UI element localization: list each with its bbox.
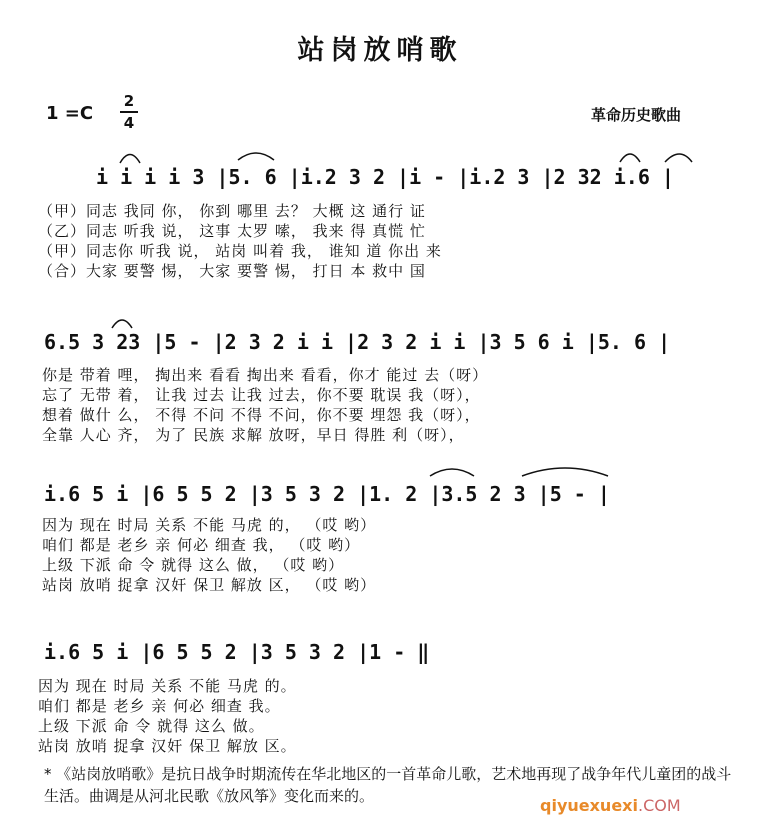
song-title: 站岗放哨歌 (297, 35, 463, 66)
slur-1 (120, 155, 140, 164)
lyric-line-2-1: 你是 带着 哩， 掏出来 看看 掏出来 看看，你才 能过 去（呀） (42, 366, 489, 384)
lyric-line-2-4: 全靠 人心 齐， 为了 民族 求解 放呀，早日 得胜 利（呀）， (42, 426, 465, 444)
lyric-line-2-2: 忘了 无带 着， 让我 过去 让我 过去，你不要 耽误 我（呀）， (42, 386, 481, 404)
lyric-line-1-1: （甲）同志 我同 你， 你到 哪里 去？ 大概 这 通行 证 (38, 202, 426, 220)
slur-4 (665, 154, 692, 162)
watermark-main: qiyuexuexi (540, 796, 638, 815)
key-signature: 1 =C (46, 103, 94, 124)
lyric-line-1-4: （合）大家 要警 惕， 大家 要警 惕， 打日 本 救中 国 (38, 262, 426, 280)
slur-3 (620, 154, 640, 162)
lyric-line-3-3: 上级 下派 命 令 就得 这么 做， （哎 哟） (42, 556, 345, 574)
lyric-line-1-3: （甲）同志你 听我 说， 站岗 叫着 我， 谁知 道 你出 来 (38, 242, 442, 260)
lyric-line-4-3: 上级 下派 命 令 就得 这么 做。 (38, 717, 265, 735)
genre-label: 革命历史歌曲 (591, 106, 682, 124)
slur-2 (238, 153, 274, 160)
notation-line-2: 6.5 3 23 |5 - |2 3 2 i i |2 3 2 i i |3 5 6 i |5. 6 | (44, 330, 671, 354)
lyric-line-4-4: 站岗 放哨 捉拿 汉奸 保卫 解放 区。 (38, 737, 297, 755)
lyric-line-1-2: （乙）同志 听我 说， 这事 太罗 嗦， 我来 得 真慌 忙 (38, 222, 426, 240)
footnote: * 《站岗放哨歌》是抗日战争时期流传在华北地区的一首革命儿歌，艺术地再现了战争年代儿童团的战斗生活。曲调是从河北民歌《放风筝》变化而来的。 (44, 765, 732, 805)
lyric-line-4-2: 咱们 都是 老乡 亲 何必 细查 我。 (38, 697, 281, 715)
notation-line-1: i i i i 3 |5. 6 |i.2 3 2 |i - |i.2 3 |2 32 i.6 | (96, 165, 674, 189)
slur-5 (112, 320, 132, 328)
lyric-line-3-4: 站岗 放哨 捉拿 汉奸 保卫 解放 区， （哎 哟） (42, 576, 377, 594)
slur-7 (522, 468, 608, 476)
lyric-line-2-3: 想着 做什 么， 不得 不问 不得 不问，你不要 埋怨 我（呀）， (42, 406, 481, 424)
lyric-line-3-1: 因为 现在 时局 关系 不能 马虎 的， （哎 哟） (42, 516, 377, 534)
time-signature-bottom: 4 (123, 114, 135, 132)
time-signature-top: 2 (123, 92, 135, 110)
watermark-logo (540, 796, 681, 815)
slur-6 (430, 469, 474, 476)
lyric-line-3-2: 咱们 都是 老乡 亲 何必 细查 我， （哎 哟） (42, 536, 361, 554)
notation-line-3: i.6 5 i |6 5 5 2 |3 5 3 2 |1. 2 |3.5 2 3 |5 - | (44, 482, 610, 506)
lyric-line-4-1: 因为 现在 时局 关系 不能 马虎 的。 (38, 677, 297, 695)
notation-line-4: i.6 5 i |6 5 5 2 |3 5 3 2 |1 - ‖ (44, 640, 430, 664)
watermark-tail: .COM (637, 796, 681, 815)
